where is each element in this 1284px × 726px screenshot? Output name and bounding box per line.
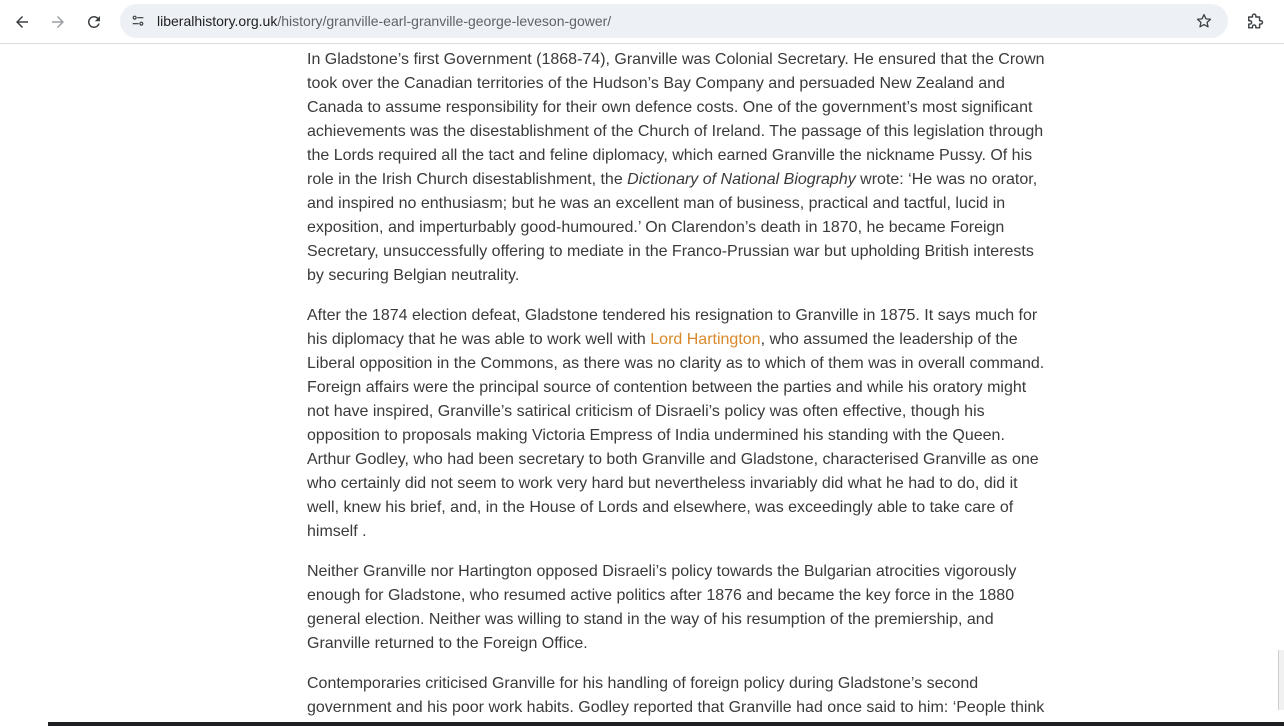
- address-bar[interactable]: [120, 4, 1228, 38]
- p2-text-a: After the 1874 election defeat, Gladstone tendered his resignation to Granville in 1875. It says much for his diplomacy that he was able to work well with: [307, 307, 1038, 348]
- reload-button[interactable]: [78, 6, 110, 38]
- star-icon: [1195, 12, 1213, 30]
- paragraph-bulgarian-atrocities: Neither Granville nor Hartington opposed Disraeli’s policy towards the Bulgarian atrocities vigorously enough for Gladstone, who resumed active politics after 1876 and became the key force in the 1880 general election. Neither was willing to stand in the way of his resumption of the premiership, and Granville returned to the Foreign Office.: [307, 563, 1017, 652]
- tune-icon: [130, 13, 146, 29]
- extensions-button[interactable]: [1240, 7, 1270, 37]
- arrow-right-icon: [49, 13, 67, 31]
- p1-text-b: wrote: ‘He was no orator, and inspired no enthusiasm; but he was an excellent man of business, practical and tactful, lucid in exposition, and imperturbably good-humoured.’ On Clarendon’s death in 1870, he became Foreign Secretary, unsuccessfully offering to mediate in the Franco-Prussian war but upholding British interests by securing Belgian neutrality.: [307, 171, 1038, 284]
- lord-hartington-link[interactable]: Lord Hartington: [650, 331, 761, 348]
- url-host: liberalhistory.org.uk: [157, 13, 278, 29]
- bookmark-button[interactable]: [1192, 9, 1216, 33]
- browser-toolbar: [0, 0, 1284, 44]
- paragraph-election-defeat: [307, 304, 1047, 544]
- arrow-left-icon: [13, 13, 31, 31]
- article-body: [307, 48, 1047, 726]
- p1-text-a: In Gladstone’s first Government (1868-74), Granville was Colonial Secretary. He ensured that the Crown took over the Canadian territories of the Hudson’s Bay Company and persuaded New Zealand and Canada to assume responsibility for their own defence costs. One of the government’s most significant achievements was the disestablishment of the Church of Ireland. The passage of this legislation through the Lords required all the tact and feline diplomacy, which earned Granville the nickname Pussy. Of his role in the Irish Church disestablishment, the: [307, 51, 1045, 188]
- taskbar-edge: [48, 722, 1284, 726]
- dnb-title: Dictionary of National Biography: [627, 171, 856, 188]
- url-path: /history/granville-earl-granville-george-leveson-gower/: [277, 13, 612, 29]
- paragraph-contemporaries: Contemporaries criticised Granville for his handling of foreign policy during Gladstone’s second government and his poor work habits. Godley reported that Granville had once said to him: ‘People think: [307, 675, 1045, 716]
- back-button[interactable]: [6, 6, 38, 38]
- p2-text-b: , who assumed the leadership of the Liberal opposition in the Commons, as there was no clarity as to which of them was in overall command. Foreign affairs were the principal source of contention between the parties and while his oratory might not have inspired, Granville’s satirical criticism of Disraeli’s policy was often effective, though his opposition to proposals making Victoria Empress of India undermined his standing with the Queen. Arthur Godley, who had been secretary to both Granville and Gladstone, characterised Granville as one who certainly did not seem to work very hard but nevertheless invariably did what he had to do, did it well, knew his brief, and, in the House of Lords and elsewhere, was exceedingly able to take care of himself .: [307, 331, 1045, 540]
- puzzle-icon: [1245, 12, 1265, 32]
- scrollbar[interactable]: [1278, 650, 1284, 710]
- reload-icon: [85, 13, 103, 31]
- paragraph-colonial-secretary: [307, 48, 1047, 288]
- url-text[interactable]: [157, 13, 611, 29]
- forward-button[interactable]: [42, 6, 74, 38]
- site-info-button[interactable]: [126, 9, 150, 33]
